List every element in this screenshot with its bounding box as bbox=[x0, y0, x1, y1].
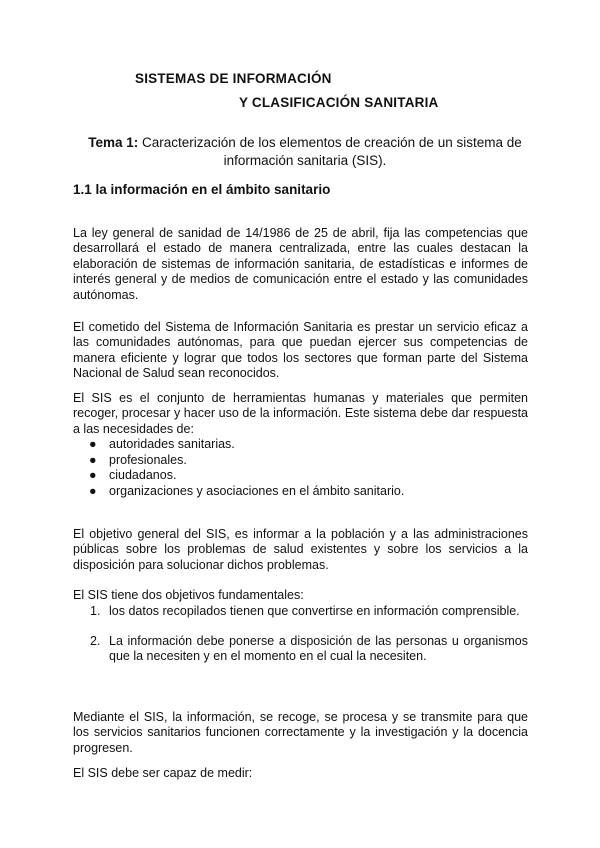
list-item: ● organizaciones y asociaciones en el ámbito sanitario. bbox=[89, 483, 405, 498]
paragraph-objetivo-general: El objetivo general del SIS, es informar a la población y a las administraciones públicas sobre los problemas de salud existentes y sobre los servicios a la disposición para solucionar dichos problemas. bbox=[73, 526, 528, 572]
paragraph-objetivos-intro: El SIS tiene dos objetivos fundamentales: bbox=[73, 587, 304, 602]
tema-label: Tema 1: bbox=[88, 135, 139, 150]
list-item: ● ciudadanos. bbox=[89, 468, 177, 483]
goals-list bbox=[73, 604, 528, 679]
document-title-line2: Y CLASIFICACIÓN SANITARIA bbox=[239, 95, 439, 110]
tema-text: Caracterización de los elementos de creación de un sistema de información sanitaria (SIS). bbox=[142, 135, 522, 168]
paragraph-mediante-sis: Mediante el SIS, la información, se recoge, se procesa y se transmite para que los servicios sanitarios funcionen correctamente y la investigación y la docencia progresen. bbox=[73, 709, 528, 755]
needs-list bbox=[73, 437, 528, 499]
bullet-icon: ● bbox=[89, 437, 97, 451]
list-number: 1. bbox=[90, 604, 101, 618]
list-item: ● profesionales. bbox=[89, 452, 187, 467]
bullet-icon: ● bbox=[89, 452, 97, 467]
list-number: 2. bbox=[90, 633, 101, 648]
bullet-icon: ● bbox=[89, 468, 97, 483]
document-title-line1: SISTEMAS DE INFORMACIÓN bbox=[135, 71, 332, 86]
section-heading: 1.1 la información en el ámbito sanitario bbox=[73, 182, 331, 197]
bullet-icon: ● bbox=[89, 483, 97, 498]
paragraph-cometido: El cometido del Sistema de Información Sanitaria es prestar un servicio eficaz a las comunidades autónomas, para que puedan ejercer sus competencias de manera eficiente y lograr que todos los sectores que forman parte del Sistema Nacional de Salud sean reconocidos. bbox=[73, 319, 528, 381]
paragraph-ley-general: La ley general de sanidad de 14/1986 de 25 de abril, fija las competencias que desarrollará el estado de manera centralizada, entre las cuales destacan la elaboración de sistemas de información sanitaria, de estadísticas e informes de interés general y de medios de comunicación entre el estado y las comunidades autónomas. bbox=[73, 225, 528, 302]
paragraph-sis-definicion: El SIS es el conjunto de herramientas humanas y materiales que permiten recoger, procesar y hacer uso de la información. Este sistema debe dar respuesta a las necesidades de: bbox=[73, 390, 528, 436]
tema-heading bbox=[70, 134, 540, 170]
paragraph-medir: El SIS debe ser capaz de medir: bbox=[73, 765, 253, 780]
list-item: 2. La información debe ponerse a disposición de las personas u organismos que la necesiten y en el momento en el cual la necesiten. bbox=[90, 633, 528, 664]
list-item: 1. los datos recopilados tienen que convertirse en información comprensible. bbox=[90, 604, 520, 618]
list-item: ● autoridades sanitarias. bbox=[89, 437, 235, 451]
